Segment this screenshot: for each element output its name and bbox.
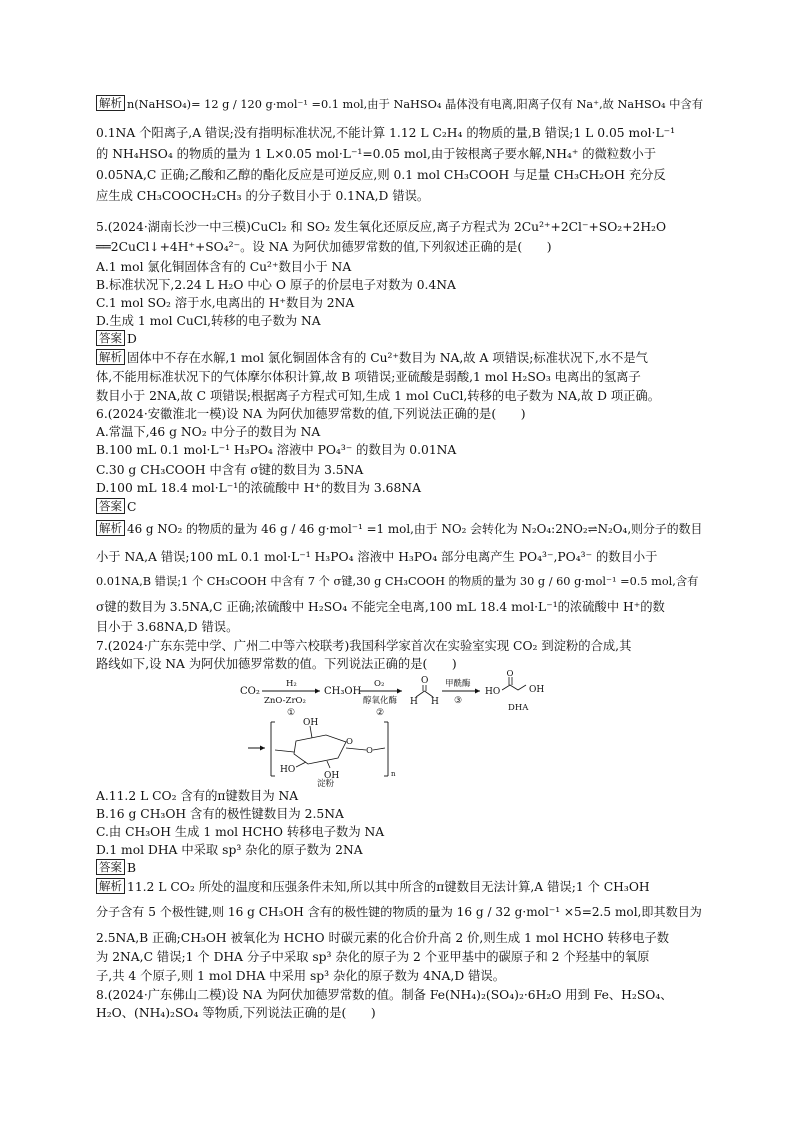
text-line [96, 986, 673, 1005]
text-line [96, 572, 698, 591]
line-text: B.16 g CH₃OH 含有的极性键数目为 2.5NA [96, 807, 344, 821]
text-line [96, 903, 702, 922]
text-line [96, 368, 641, 387]
line-text: 0.01NA,B 错误;1 个 CH₃COOH 中含有 7 个 σ键,30 g CH₃COOH 的物质的量为 30 g / 60 g·mol⁻¹ =0.5 mol,含有 [96, 575, 699, 588]
enzyme-1-label: 醇氧化酶 [363, 696, 398, 706]
starch-n-label: n [391, 770, 396, 778]
text-line [96, 258, 351, 277]
step-3-label: ③ [454, 696, 463, 706]
text-line [96, 218, 666, 237]
line-text: H₂O、(NH₄)₂SO₄ 等物质,下列说法正确的是( ) [96, 1006, 376, 1020]
text-line [96, 878, 650, 897]
text-line [96, 294, 354, 313]
glucose-ring [294, 735, 346, 764]
text-line [96, 349, 648, 368]
text-line [96, 461, 363, 480]
dha-o-label: O [506, 669, 514, 679]
line-text: 小于 NA,A 错误;100 mL 0.1 mol·L⁻¹ H₃PO₄ 溶液中 H₃PO₄ 部分电离产生 PO₄³⁻,PO₄³⁻ 的数目小于 [96, 550, 658, 564]
line-text: B [127, 861, 137, 875]
analysis-tag: 解析 [96, 349, 125, 365]
line-text: 子,共 4 个原子,则 1 mol DHA 中采用 sp³ 杂化的原子数为 4NA,D 错误。 [96, 969, 505, 983]
line-text: 为 2NA,C 错误;1 个 DHA 分子中采取 sp³ 杂化的原子为 2 个亚甲基中的碳原子和 2 个羟基中的氧原 [96, 950, 650, 964]
line-text: 数目小于 2NA,故 C 项错误;根据离子方程式可知,生成 1 mol CuCl,转移的电子数为 NA,故 D 项正确。 [96, 389, 661, 403]
line-text: 5.(2024·湖南长沙一中三模)CuCl₂ 和 SO₂ 发生氧化还原反应,离子方程式为 2Cu²⁺+2Cl⁻+SO₂+2H₂O [96, 220, 667, 234]
line-text: C.由 CH₃OH 生成 1 mol HCHO 转移电子数为 NA [96, 825, 385, 839]
line-text: D.生成 1 mol CuCl,转移的电子数为 NA [96, 314, 321, 328]
text-line [96, 405, 526, 424]
line-text: B.100 mL 0.1 mol·L⁻¹ H₃PO₄ 溶液中 PO₄³⁻ 的数目为 0.01NA [96, 443, 457, 457]
text-line [96, 95, 703, 114]
line-text: 体,不能用标准状况下的气体摩尔体积计算,故 B 项错误;亚硫酸是弱酸,1 mol H₂SO₃ 电离出的氢离子 [96, 370, 641, 384]
text-line [96, 124, 675, 143]
enzyme-2-label: 甲酰酶 [445, 679, 471, 689]
line-text: D.100 mL 18.4 mol·L⁻¹的浓硫酸中 H⁺的数目为 3.68NA [96, 481, 421, 495]
ch3oh-label: CH₃OH [324, 686, 362, 697]
o2-label: O₂ [374, 679, 385, 689]
line-text: 目小于 3.68NA,D 错误。 [96, 620, 239, 634]
text-line [96, 1004, 376, 1023]
starch-bridge-o-label: O [366, 746, 373, 756]
starch-oh-2-label: OH [324, 771, 340, 781]
starch-label: 淀粉 [317, 779, 335, 789]
text-line [96, 276, 456, 295]
text-line [96, 145, 656, 164]
step-2-label: ② [376, 708, 385, 718]
text-line [96, 548, 657, 567]
analysis-tag: 解析 [96, 878, 125, 894]
text-line [96, 166, 666, 185]
text-line [96, 787, 298, 806]
line-text: 7.(2024·广东东莞中学、广州二中等六校联考)我国科学家首次在实验室实现 CO₂ 到淀粉的合成,其 [96, 639, 632, 653]
analysis-tag: 解析 [96, 95, 125, 111]
line-text: A.1 mol 氯化铜固体含有的 Cu²⁺数目小于 NA [96, 260, 352, 274]
line-text: C [127, 500, 137, 514]
co2-label: CO₂ [240, 686, 260, 697]
line-text: ══2CuCl↓+4H⁺+SO₄²⁻。设 NA 为阿伏加德罗常数的值,下列叙述正确的是( ) [96, 240, 552, 254]
text-line [96, 859, 136, 878]
line-text: σ键的数目为 3.5NA,C 正确;浓硫酸中 H₂SO₄ 不能完全电离,100 mL 18.4 mol·L⁻¹的浓硫酸中 H⁺的数 [96, 600, 665, 614]
dha-oh-label: OH [529, 685, 545, 695]
text-line [96, 479, 421, 498]
text-line [96, 948, 649, 967]
line-text: 8.(2024·广东佛山二模)设 NA 为阿伏加德罗常数的值。制备 Fe(NH₄)₂(SO₄)₂·6H₂O 用到 Fe、H₂SO₄、 [96, 988, 673, 1002]
line-text: D.1 mol DHA 中采取 sp³ 杂化的原子数为 2NA [96, 843, 363, 857]
analysis-tag: 解析 [96, 520, 125, 536]
text-line [96, 187, 429, 206]
text-line [96, 520, 702, 539]
text-line [96, 823, 384, 842]
text-line [96, 618, 238, 637]
synthesis-route-diagram [240, 669, 570, 789]
hcho-h2-label: H [431, 697, 439, 707]
line-text: C.1 mol SO₂ 溶于水,电离出的 H⁺数目为 2NA [96, 296, 355, 310]
line-text: 6.(2024·安徽淮北一模)设 NA 为阿伏加德罗常数的值,下列说法正确的是( ) [96, 407, 526, 421]
text-line [96, 967, 505, 986]
text-line [96, 238, 552, 257]
text-line [96, 441, 456, 460]
line-text: 的 NH₄HSO₄ 的物质的量为 1 L×0.05 mol·L⁻¹=0.05 mol,由于铵根离子要水解,NH₄⁺ 的微粒数小于 [96, 147, 657, 161]
line-text: 11.2 L CO₂ 所处的温度和压强条件未知,所以其中所含的π键数目无法计算,A 错误;1 个 CH₃OH [127, 880, 650, 894]
h2-label: H₂ [286, 679, 297, 689]
answer-tag: 答案 [96, 498, 125, 514]
text-line [96, 805, 344, 824]
line-text: n(NaHSO₄)= 12 g / 120 g·mol⁻¹ =0.1 mol,由于 NaHSO₄ 晶体没有电离,阳离子仅有 Na⁺,故 NaHSO₄ 中含有 [127, 98, 704, 111]
line-text: D [127, 332, 137, 346]
text-line [96, 637, 631, 656]
dha-ho-label: HO [485, 687, 501, 697]
text-line [96, 423, 320, 442]
text-line [96, 841, 363, 860]
text-line [96, 498, 136, 517]
line-text: 固体中不存在水解,1 mol 氯化铜固体含有的 Cu²⁺数目为 NA,故 A 项错误;标准状况下,水不是气 [127, 351, 648, 365]
line-text: 路线如下,设 NA 为阿伏加德罗常数的值。下列说法正确的是( ) [96, 657, 457, 671]
line-text: A.11.2 L CO₂ 含有的π键数目为 NA [96, 789, 299, 803]
hcho-h1-label: H [410, 697, 418, 707]
answer-tag: 答案 [96, 330, 125, 346]
hcho-o-label: O [421, 676, 429, 686]
line-text: 分子含有 5 个极性键,则 16 g CH₃OH 含有的极性键的物质的量为 16 g / 32 g·mol⁻¹ ×5=2.5 mol,即其数目为 [96, 905, 702, 919]
text-line [96, 929, 669, 948]
starch-ho-label: HO [280, 765, 296, 775]
line-text: 0.1NA 个阳离子,A 错误;没有指明标准状况,不能计算 1.12 L C₂H₄ 的物质的量,B 错误;1 L 0.05 mol·L⁻¹ [96, 126, 676, 140]
starch-ring-o-label: O [346, 737, 353, 747]
dha-label: DHA [508, 703, 529, 713]
starch-oh-1-label: OH [303, 718, 319, 728]
text-line [96, 387, 660, 406]
text-line [96, 330, 137, 349]
catalyst-label: ZnO-ZrO₂ [264, 696, 306, 706]
line-text: B.标准状况下,2.24 L H₂O 中心 O 原子的价层电子对数为 0.4NA [96, 278, 456, 292]
answer-tag: 答案 [96, 859, 125, 875]
step-1-label: ① [287, 708, 296, 718]
text-line [96, 598, 665, 617]
line-text: 0.05NA,C 正确;乙酸和乙醇的酯化反应是可逆反应,则 0.1 mol CH₃COOH 与足量 CH₃CH₂OH 充分反 [96, 168, 666, 182]
line-text: A.常温下,46 g NO₂ 中分子的数目为 NA [96, 425, 321, 439]
line-text: 应生成 CH₃COOCH₂CH₃ 的分子数目小于 0.1NA,D 错误。 [96, 189, 430, 203]
line-text: 46 g NO₂ 的物质的量为 46 g / 46 g·mol⁻¹ =1 mol,由于 NO₂ 会转化为 N₂O₄:2NO₂⇌N₂O₄,则分子的数目 [127, 522, 703, 536]
line-text: 2.5NA,B 正确;CH₃OH 被氧化为 HCHO 时碳元素的化合价升高 2 价,则生成 1 mol HCHO 转移电子数 [96, 931, 670, 945]
text-line [96, 312, 321, 331]
line-text: C.30 g CH₃COOH 中含有 σ键的数目为 3.5NA [96, 463, 364, 477]
